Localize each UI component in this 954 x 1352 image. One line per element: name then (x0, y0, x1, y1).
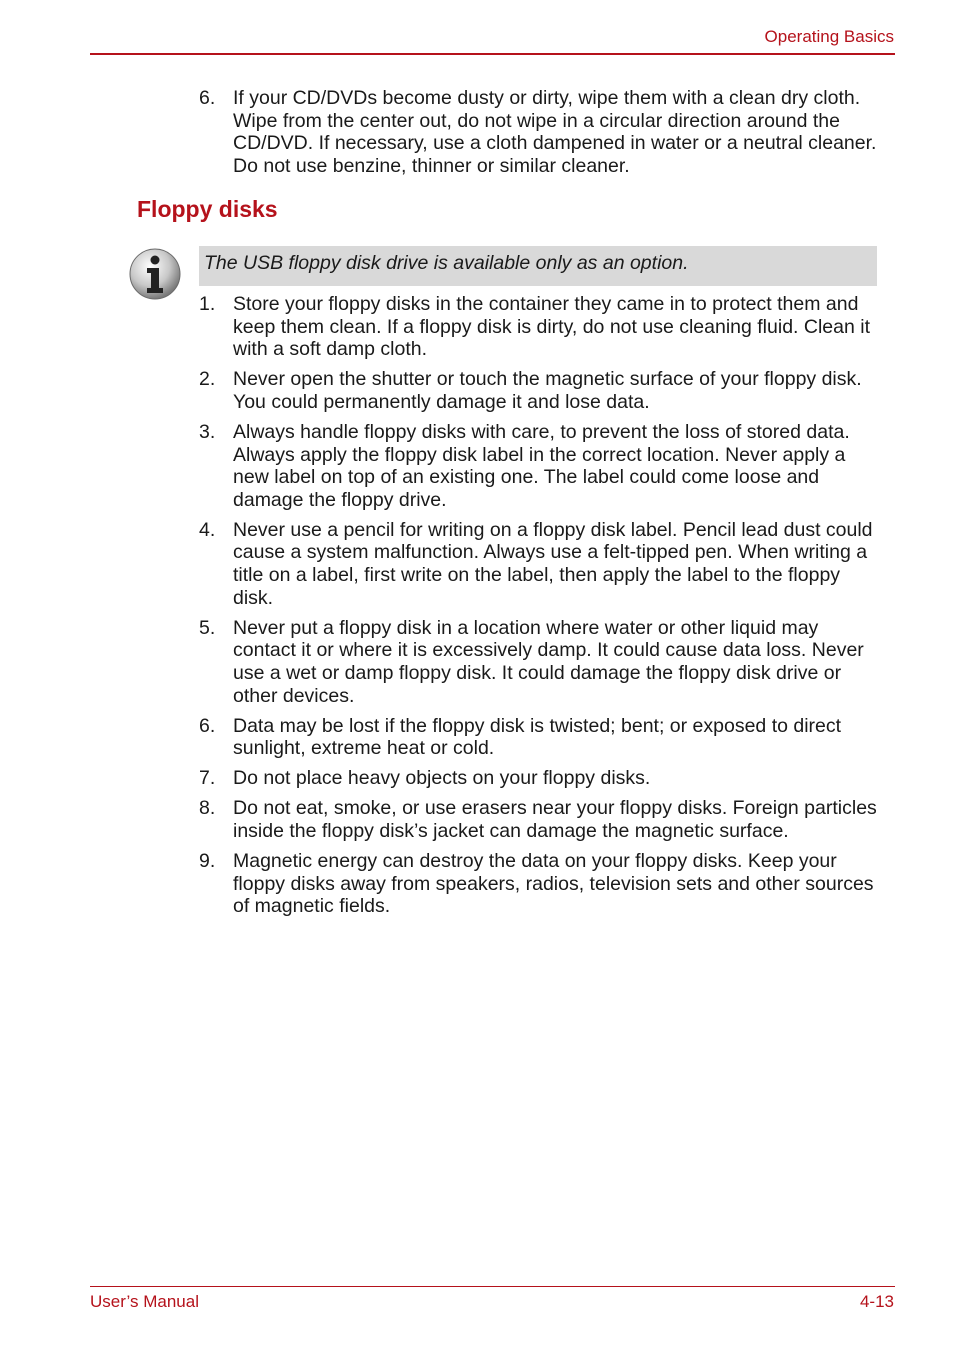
list-item-number: 4. (199, 518, 216, 541)
list-item (199, 715, 879, 760)
footer-manual-title: User’s Manual (90, 1292, 199, 1311)
list-item (199, 87, 879, 177)
list-item-number: 9. (199, 850, 216, 873)
list-item-text: Data may be lost if the floppy disk is twisted; bent; or exposed to direct sunlight, extreme heat or cold. (233, 714, 842, 760)
list-item (199, 850, 879, 918)
list-item-text: If your CD/DVDs become dusty or dirty, wipe them with a clean dry cloth. Wipe from the center out, do not wipe in a circular direction around the CD/DVD. If necessary, use a cloth dampened in water or a neutral cleaner. Do not use benzine, thinner or similar cleaner. (233, 87, 877, 177)
list-item-text: Never put a floppy disk in a location where water or other liquid may contact it or where it is excessively damp. It could cause data loss. Never use a wet or damp floppy disk. It could damage the floppy disk drive or other devices. (233, 616, 864, 707)
note-text: The USB floppy disk drive is available only as an option. (204, 252, 689, 274)
list-item-number: 8. (199, 797, 216, 820)
intro-list (199, 87, 879, 185)
running-header: Operating Basics (764, 27, 894, 46)
list-item-number: 6. (199, 87, 216, 109)
list-item (199, 617, 879, 707)
list-item-number: 6. (199, 714, 216, 737)
page-number: 4-13 (859, 1292, 894, 1311)
list-item (199, 368, 879, 413)
list-item (199, 797, 879, 842)
list-item (199, 767, 879, 790)
list-item-text: Do not place heavy objects on your floppy disks. (233, 767, 651, 790)
list-item-text: Never open the shutter or touch the magnetic surface of your floppy disk. You could permanently damage it and lose data. (233, 368, 862, 413)
section-heading: Floppy disks (137, 196, 278, 222)
header-rule (90, 53, 895, 55)
list-item-number: 3. (199, 420, 216, 443)
floppy-list (199, 293, 879, 925)
list-item-text: Never use a pencil for writing on a floppy disk label. Pencil lead dust could cause a system malfunction. Always use a felt-tipped pen. When writing a title on a label, first write on the label, then apply the label to the floppy disk. (233, 518, 873, 609)
list-item (199, 293, 879, 361)
footer-rule (90, 1286, 895, 1287)
list-item-number: 1. (199, 293, 216, 315)
list-item-text: Magnetic energy can destroy the data on your floppy disks. Keep your floppy disks away from speakers, radios, television sets and other sources of magnetic fields. (233, 850, 874, 918)
note-box (199, 246, 877, 286)
list-item (199, 421, 879, 511)
list-item (199, 519, 879, 609)
list-item-number: 7. (199, 767, 216, 790)
list-item-text: Store your floppy disks in the container they came in to protect them and keep them clean. If a floppy disk is dirty, do not use cleaning fluid. Clean it with a soft damp cloth. (233, 293, 870, 361)
info-icon (128, 247, 182, 301)
list-item-text: Do not eat, smoke, or use erasers near your floppy disks. Foreign particles inside the floppy disk’s jacket can damage the magnetic surface. (233, 797, 877, 842)
list-item-number: 5. (199, 616, 216, 639)
list-item-number: 2. (199, 368, 216, 391)
list-item-text: Always handle floppy disks with care, to prevent the loss of stored data. Always apply the floppy disk label in the correct location. Never apply a new label on top of an existing one. The label could come loose and damage the floppy drive. (233, 420, 850, 511)
